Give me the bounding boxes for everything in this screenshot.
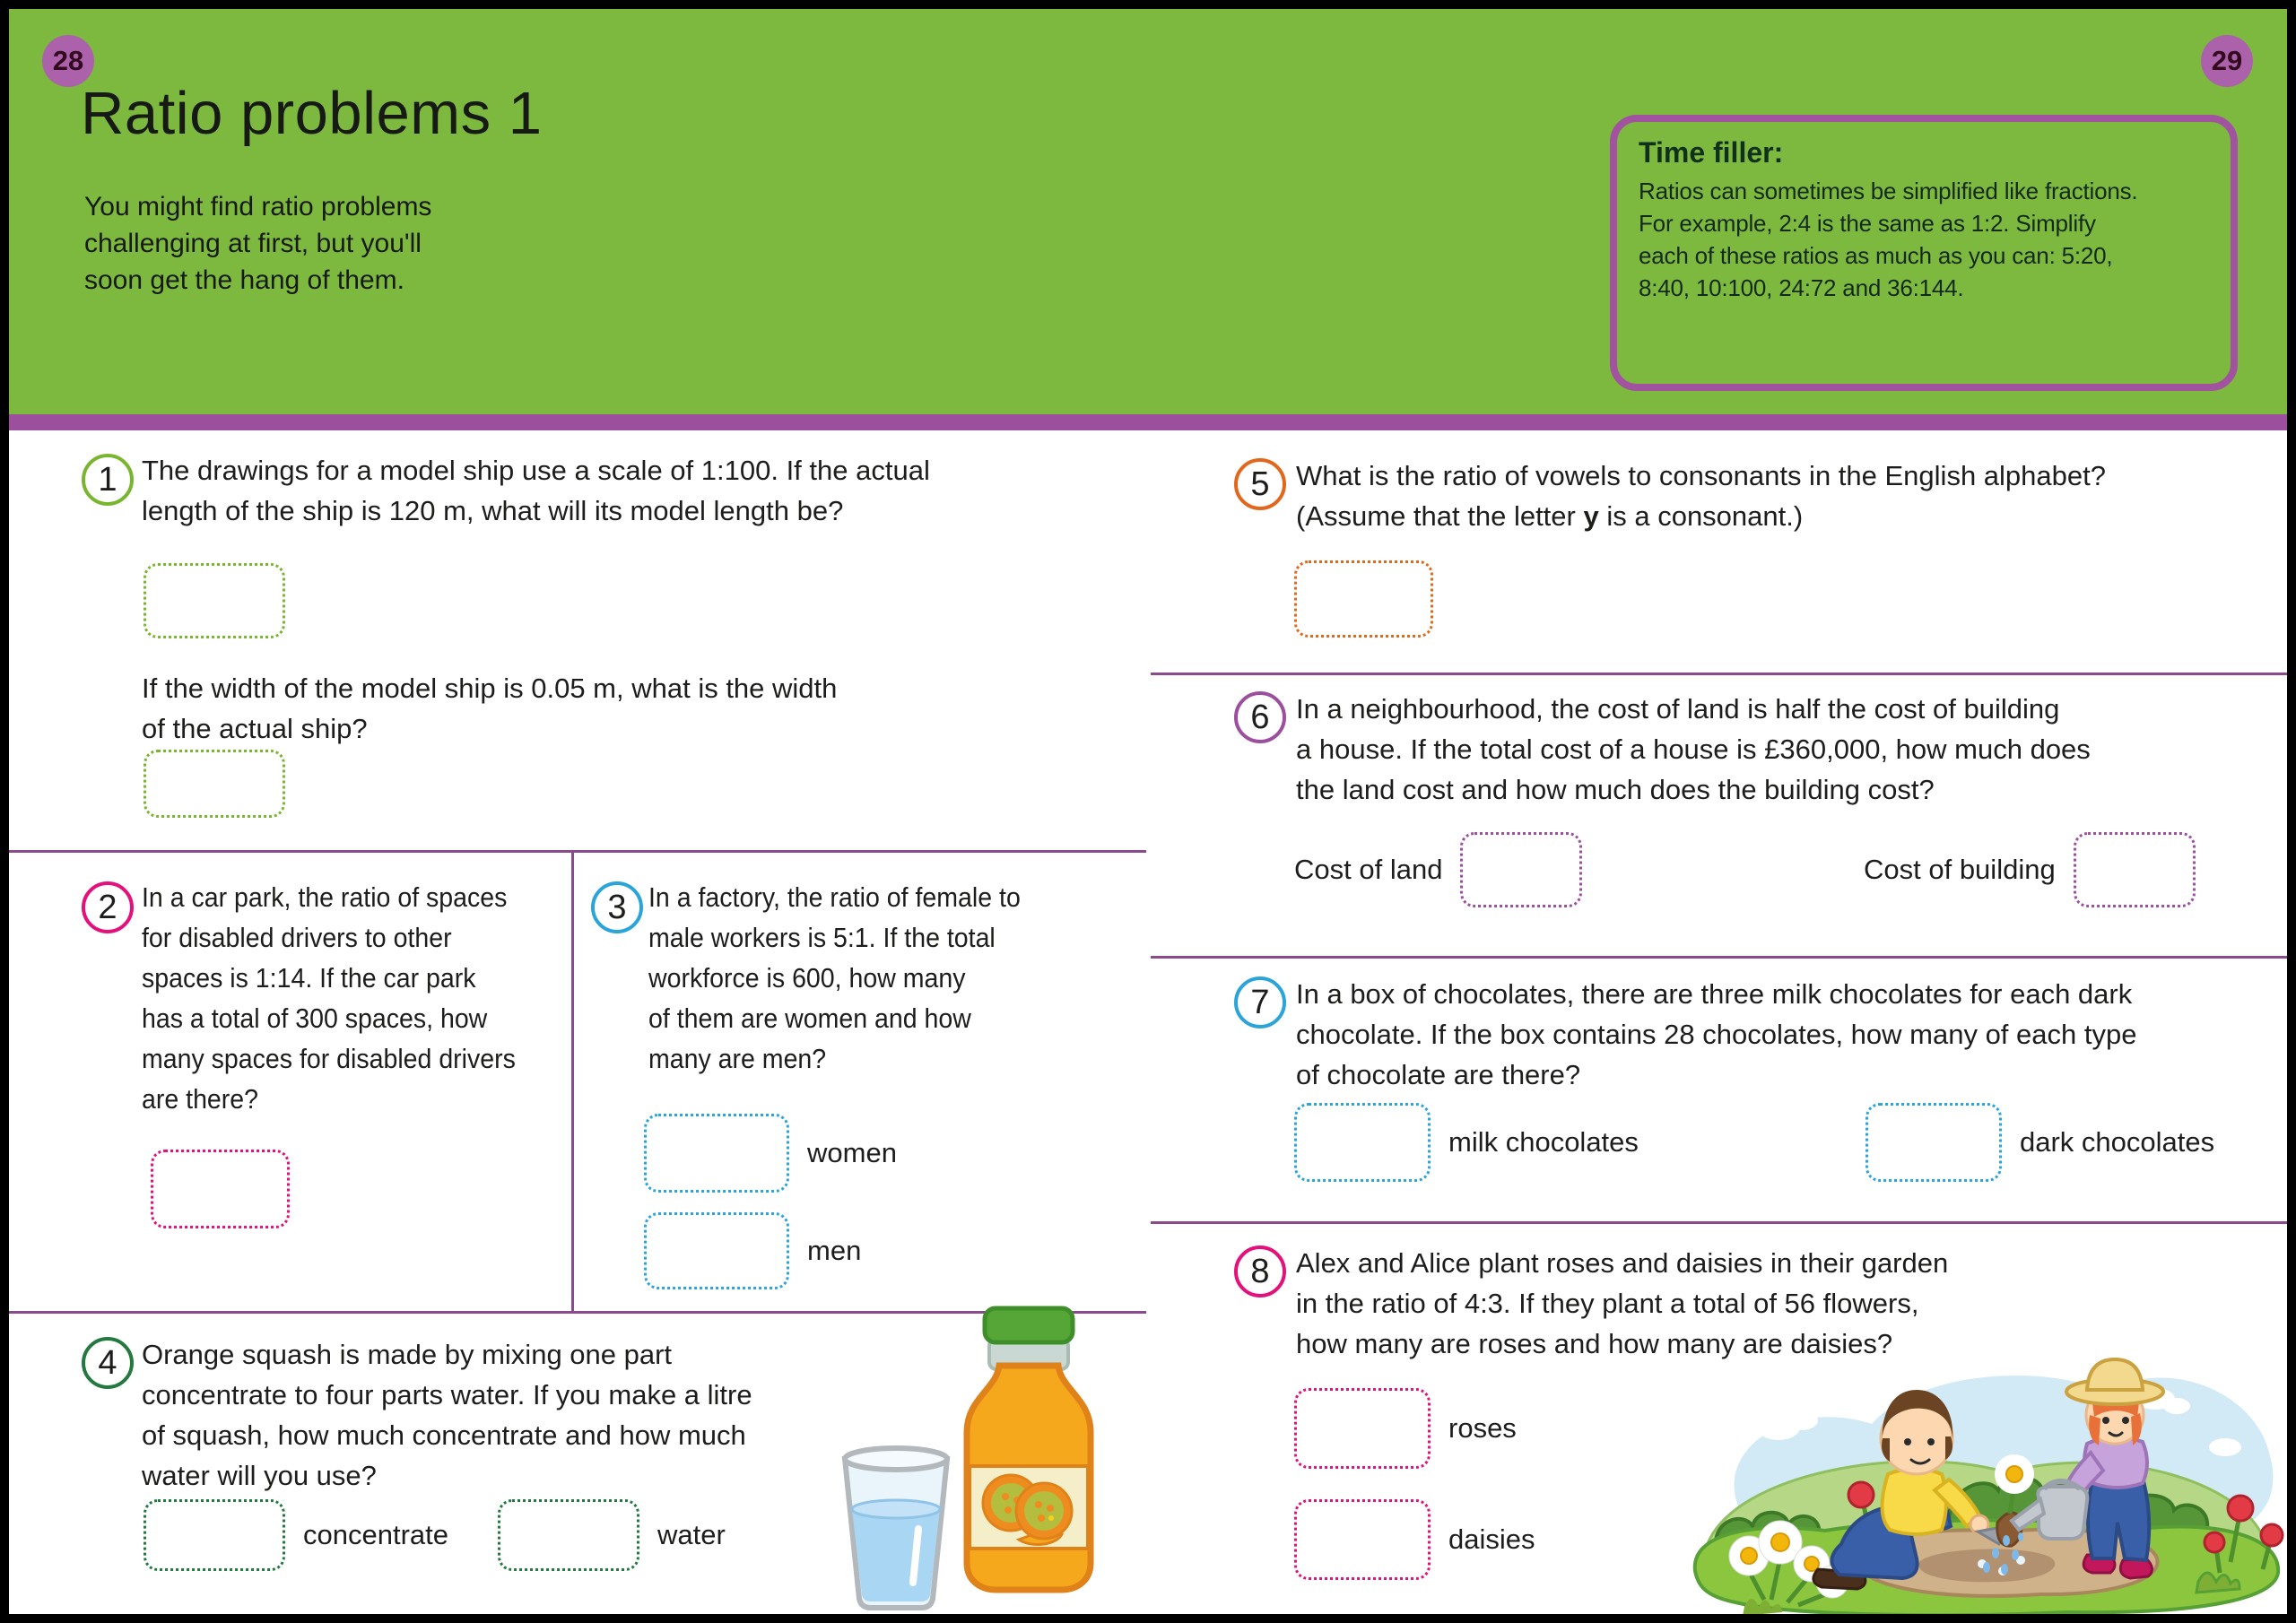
subtitle-line: You might find ratio problems bbox=[84, 192, 432, 221]
page-number-left: 28 bbox=[42, 35, 94, 87]
header-banner bbox=[9, 9, 2287, 414]
text-line: the land cost and how much does the building cost? bbox=[1296, 774, 1935, 805]
text-line: for disabled drivers to other bbox=[142, 922, 452, 953]
problem-number: 8 bbox=[1234, 1245, 1286, 1298]
answer-row bbox=[144, 1499, 448, 1571]
text-line: If the width of the model ship is 0.05 m, what is the width bbox=[142, 673, 838, 704]
answer-box[interactable] bbox=[644, 1114, 789, 1193]
left-page-divider-1 bbox=[9, 850, 1146, 853]
answer-box[interactable] bbox=[151, 1150, 290, 1228]
text-line: concentrate to four parts water. If you make a litre bbox=[142, 1379, 752, 1410]
problem-7 bbox=[1234, 976, 2283, 1210]
problem-5 bbox=[1234, 458, 2283, 655]
answer-label: concentrate bbox=[303, 1519, 448, 1550]
answer-row bbox=[1864, 832, 2196, 907]
text-line: a house. If the total cost of a house is £360,000, how much does bbox=[1296, 733, 2091, 765]
problem-1 bbox=[82, 454, 1140, 839]
answer-row bbox=[1294, 1103, 1639, 1182]
time-filler-line: Ratios can sometimes be simplified like fractions. bbox=[1639, 178, 2138, 204]
answer-row bbox=[1294, 1499, 1535, 1580]
problem-text bbox=[648, 877, 1021, 1079]
answer-box[interactable] bbox=[1866, 1103, 2002, 1182]
answer-box[interactable] bbox=[644, 1212, 789, 1289]
answer-label: milk chocolates bbox=[1448, 1126, 1639, 1158]
text-line: length of the ship is 120 m, what will its model length be? bbox=[142, 495, 844, 526]
answer-row bbox=[1866, 1103, 2214, 1182]
answer-box[interactable] bbox=[1294, 1103, 1431, 1182]
answer-label: Cost of land bbox=[1294, 854, 1443, 885]
problem-text bbox=[142, 668, 837, 749]
answer-label: water bbox=[657, 1519, 726, 1550]
answer-label: Cost of building bbox=[1864, 854, 2056, 885]
text-line: Alex and Alice plant roses and daisies in their garden bbox=[1296, 1247, 1949, 1279]
left-page-vertical-divider bbox=[571, 850, 574, 1314]
water-glass-icon bbox=[845, 1448, 947, 1608]
time-filler-line: For example, 2:4 is the same as 1:2. Simplify bbox=[1639, 210, 2096, 237]
problem-text bbox=[142, 450, 930, 531]
text-line: are there? bbox=[142, 1083, 259, 1115]
problem-number: 4 bbox=[82, 1337, 134, 1389]
answer-row bbox=[498, 1499, 726, 1571]
page-number-right: 29 bbox=[2201, 35, 2253, 87]
answer-label: women bbox=[807, 1137, 897, 1168]
problem-number: 3 bbox=[591, 881, 643, 933]
answer-box[interactable] bbox=[498, 1499, 639, 1571]
answer-row bbox=[644, 1114, 897, 1193]
text-line: water will you use? bbox=[142, 1460, 377, 1491]
text-line: workforce is 600, how many bbox=[648, 962, 966, 994]
text-line: male workers is 5:1. If the total bbox=[648, 922, 996, 953]
answer-label: daisies bbox=[1448, 1523, 1535, 1555]
text-line: Orange squash is made by mixing one part bbox=[142, 1339, 673, 1370]
text-line: In a car park, the ratio of spaces bbox=[142, 881, 508, 913]
subtitle-line: soon get the hang of them. bbox=[84, 265, 404, 295]
time-filler-line: each of these ratios as much as you can: 5:20, bbox=[1639, 242, 2113, 269]
text-line: of them are women and how bbox=[648, 1002, 971, 1034]
squash-bottle-icon bbox=[967, 1308, 1091, 1590]
problem-text bbox=[142, 1334, 752, 1496]
text-line: of chocolate are there? bbox=[1296, 1059, 1581, 1090]
answer-box[interactable] bbox=[1294, 560, 1433, 638]
subtitle-line: challenging at first, but you'll bbox=[84, 229, 422, 258]
text-line: In a box of chocolates, there are three milk chocolates for each dark bbox=[1296, 978, 2133, 1010]
answer-label: roses bbox=[1448, 1412, 1517, 1444]
text-line: has a total of 300 spaces, how bbox=[142, 1002, 488, 1034]
text-line: In a neighbourhood, the cost of land is half the cost of building bbox=[1296, 693, 2060, 725]
time-filler-line: 8:40, 10:100, 24:72 and 36:144. bbox=[1639, 274, 1964, 301]
text-line: spaces is 1:14. If the car park bbox=[142, 962, 476, 994]
text-line: of squash, how much concentrate and how much bbox=[142, 1419, 746, 1451]
right-page-divider-3 bbox=[1151, 1221, 2287, 1224]
problem-text bbox=[1296, 456, 2106, 536]
text-line: In a factory, the ratio of female to bbox=[648, 881, 1021, 913]
text-line: What is the ratio of vowels to consonants in the English alphabet? bbox=[1296, 460, 2106, 491]
problem-3 bbox=[591, 881, 1129, 1303]
page-title: Ratio problems 1 bbox=[81, 80, 543, 147]
problem-number: 6 bbox=[1234, 691, 1286, 743]
text-line: chocolate. If the box contains 28 chocolates, how many of each type bbox=[1296, 1019, 2137, 1050]
problem-number: 1 bbox=[82, 454, 134, 506]
answer-row bbox=[644, 1212, 861, 1289]
text-line: (Assume that the letter y is a consonant.) bbox=[1296, 500, 1804, 532]
page-spread bbox=[9, 9, 2287, 1614]
problem-text bbox=[1296, 689, 2091, 810]
page-subtitle bbox=[84, 188, 431, 299]
answer-box[interactable] bbox=[144, 563, 285, 638]
answer-row bbox=[1294, 1388, 1517, 1469]
orange-squash-illustration bbox=[807, 1305, 1103, 1614]
banner-bottom-strip bbox=[9, 414, 2287, 430]
problem-number: 2 bbox=[82, 881, 134, 933]
answer-box[interactable] bbox=[1294, 1388, 1431, 1469]
problem-text bbox=[142, 877, 516, 1119]
problem-4 bbox=[82, 1337, 799, 1597]
text-line: in the ratio of 4:3. If they plant a total of 56 flowers, bbox=[1296, 1288, 1919, 1319]
problem-number: 7 bbox=[1234, 976, 1286, 1028]
right-page-divider-1 bbox=[1151, 673, 2287, 675]
text-line: how many are roses and how many are daisies? bbox=[1296, 1328, 1893, 1359]
answer-box[interactable] bbox=[1294, 1499, 1431, 1580]
text-line: of the actual ship? bbox=[142, 713, 368, 744]
answer-row bbox=[1294, 832, 1582, 907]
garden-illustration bbox=[1682, 1338, 2287, 1614]
problem-2 bbox=[82, 881, 566, 1258]
problem-number: 5 bbox=[1234, 458, 1286, 510]
answer-box[interactable] bbox=[144, 1499, 285, 1571]
answer-label: dark chocolates bbox=[2020, 1126, 2215, 1158]
problem-6 bbox=[1234, 691, 2283, 924]
text-line: The drawings for a model ship use a scale of 1:100. If the actual bbox=[142, 455, 930, 486]
answer-label: men bbox=[807, 1235, 862, 1266]
answer-box[interactable] bbox=[144, 750, 285, 818]
time-filler-title: Time filler: bbox=[1639, 136, 1784, 169]
text-line: many spaces for disabled drivers bbox=[142, 1043, 516, 1074]
answer-box[interactable] bbox=[1460, 832, 1582, 907]
right-page-divider-2 bbox=[1151, 956, 2287, 959]
answer-box[interactable] bbox=[2074, 832, 2196, 907]
problem-text bbox=[1296, 974, 2136, 1095]
time-filler-box bbox=[1610, 115, 2238, 391]
text-line: many are men? bbox=[648, 1043, 827, 1074]
